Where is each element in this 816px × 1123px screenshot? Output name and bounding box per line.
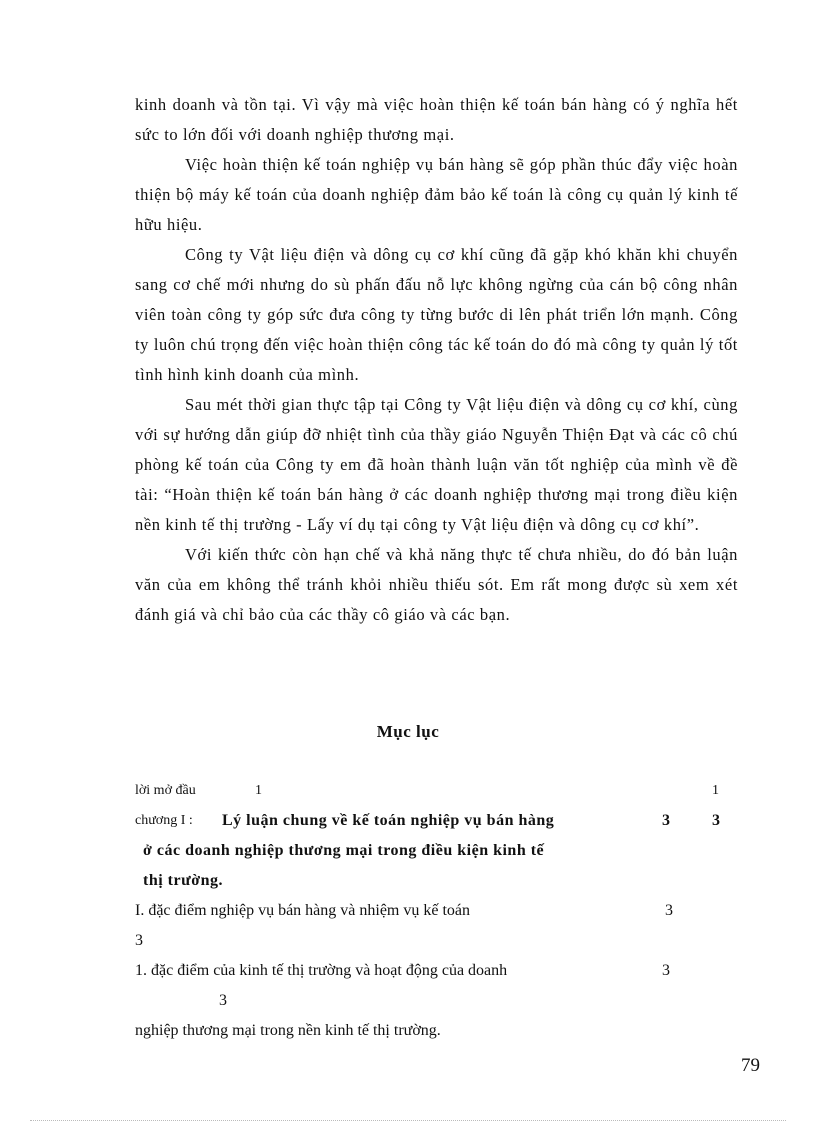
- toc-subsection-page-wrapped: 3: [219, 992, 227, 1009]
- toc-intro-page-right: 1: [712, 783, 719, 798]
- toc-entry-section: [135, 896, 775, 926]
- paragraph: Việc hoàn thiện kế toán nghiệp vụ bán hàng sẽ góp phần thúc đẩy việc hoàn thiện bộ máy kế toán của doanh nghiệp đảm bảo kế toán là công cụ quản lý kinh tế hữu hiệu.: [135, 155, 738, 234]
- toc-chapter-continued: [135, 836, 775, 866]
- table-of-contents: [135, 776, 775, 1046]
- toc-subsection-page-row: [135, 986, 775, 1016]
- toc-intro-label: lời mở đầu: [135, 783, 196, 798]
- toc-chapter-page: 3: [662, 812, 671, 829]
- toc-title: Mục lục: [376, 722, 440, 741]
- toc-chapter-continued: [135, 866, 775, 896]
- toc-section-page: 3: [665, 902, 673, 919]
- paragraph: Công ty Vật liệu điện và dông cụ cơ khí cũng đã gặp khó khăn khi chuyển sang cơ chế mới nhưng do sù phấn đấu nỗ lực không ngừng của cán bộ công nhân viên toàn công ty góp sức đưa công ty từng bước di lên phát triển lớn mạnh. Công ty luôn chú trọng đến việc hoàn thiện công tác kế toán do đó mà công ty quản lý tốt tình hình kinh doanh của mình.: [135, 245, 738, 384]
- toc-chapter-title: Lý luận chung về kế toán nghiệp vụ bán hàng: [222, 812, 555, 829]
- toc-entry-intro: [135, 776, 775, 806]
- toc-chapter-title-line2: ở các doanh nghiệp thương mại trong điều kiện kinh tế: [143, 842, 545, 859]
- toc-subsection-page: 3: [662, 962, 670, 979]
- toc-section-page-row: [135, 926, 775, 956]
- toc-chapter-title-line3: thị trường.: [143, 872, 223, 889]
- toc-subsection-label: 1. đặc điểm của kinh tế thị trường và hoạt động của doanh: [135, 962, 508, 979]
- toc-intro-page: 1: [255, 783, 262, 798]
- toc-subsection-label-line2: nghiệp thương mại trong nền kinh tế thị trường.: [135, 1022, 441, 1039]
- toc-chapter-page-right: 3: [712, 812, 721, 829]
- toc-subsection-continued: [135, 1016, 775, 1046]
- toc-chapter-prefix: chương I :: [135, 813, 193, 828]
- footer-divider: [30, 1120, 786, 1121]
- page-number: 79: [741, 1055, 760, 1076]
- paragraph: Sau mét thời gian thực tập tại Công ty Vật liệu điện và dông cụ cơ khí, cùng với sự hướng dẫn giúp đỡ nhiệt tình của thầy giáo Nguyễn Thiện Đạt và các cô chú phòng kế toán của Công ty em đã hoàn thành luận văn tốt nghiệp của mình về đề tài: “Hoàn thiện kế toán bán hàng ở các doanh nghiệp thương mại trong điều kiện nền kinh tế thị trường - Lấy ví dụ tại công ty Vật liệu điện và dông cụ cơ khí”.: [135, 395, 738, 534]
- toc-section-page-wrapped: 3: [135, 932, 143, 949]
- toc-entry-subsection: [135, 956, 775, 986]
- paragraph: kinh doanh và tồn tại. Vì vậy mà việc hoàn thiện kế toán bán hàng có ý nghĩa hết sức to lớn đối với doanh nghiệp thương mại.: [135, 95, 738, 144]
- body-text: [135, 90, 738, 630]
- paragraph: Với kiến thức còn hạn chế và khả năng thực tế chưa nhiều, do đó bản luận văn của em không thể tránh khỏi nhiều thiếu sót. Em rất mong được sù xem xét đánh giá và chỉ bảo của các thầy cô giáo và các bạn.: [135, 545, 738, 624]
- toc-entry-chapter: [135, 806, 775, 836]
- toc-section-label: I. đặc điểm nghiệp vụ bán hàng và nhiệm vụ kế toán: [135, 902, 471, 919]
